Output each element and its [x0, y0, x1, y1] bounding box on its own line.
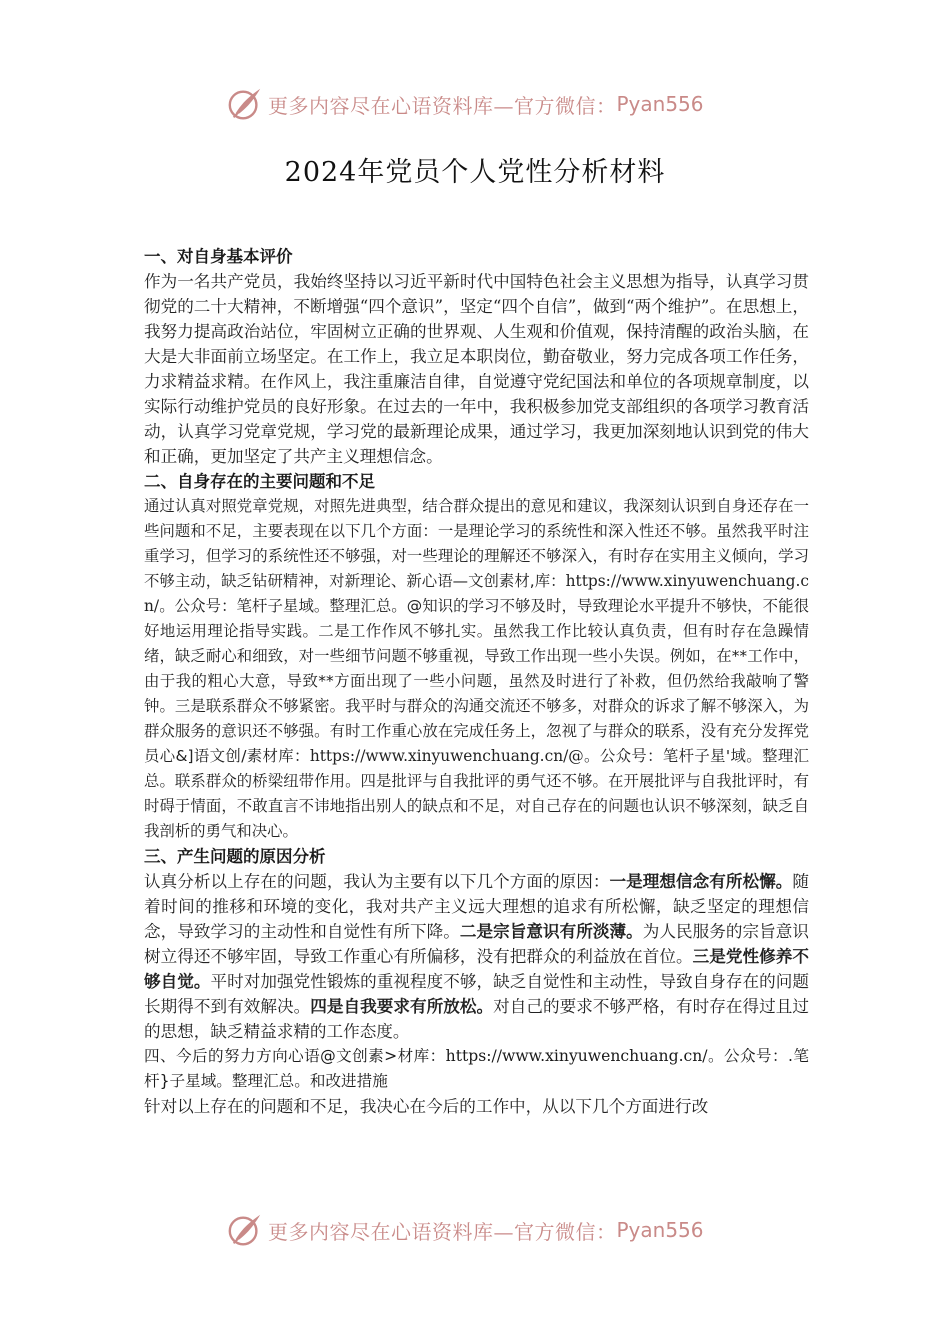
paragraph-text: 对自己的要求不够严格，有时存在得过且过的思想，缺乏精益求精的工作态度。: [144, 997, 810, 1041]
paragraph-text: 随着时间的推移和环境的变化，我对共产主义远大理想的追求有所松懈，缺乏坚定的理想信念，导致学习的主动性和自觉性有所下降。: [144, 872, 810, 941]
banner-text: 更多内容尽在心语资料库—官方微信：: [268, 1219, 617, 1244]
banner-wechat-id: Pyan556: [616, 92, 704, 116]
paragraph-text: 为人民服务的宗旨意识树立得还不够牢固，导致工作重心有所偏移，没有把群众的利益放在首位。: [144, 922, 810, 966]
banner-wechat-id: Pyan556: [616, 1218, 704, 1242]
bold-point: 四是自我要求有所放松。: [310, 997, 494, 1016]
section-paragraph-4: 针对以上存在的问题和不足，我决心在今后的工作中，从以下几个方面进行改: [144, 1097, 709, 1116]
bold-point: 二是宗旨意识有所淡薄。: [459, 922, 643, 941]
bold-point: 三是党性修养不够自觉。: [144, 947, 810, 991]
quill-logo-icon: [226, 85, 264, 123]
paragraph-text: 认真分析以上存在的问题，我认为主要有以下几个方面的原因：: [144, 872, 610, 891]
section-paragraph-2: [144, 494, 809, 844]
header-watermark-banner: [226, 84, 726, 124]
heading-text: 。公众号：.笔杆}子星域。整理汇总。和改进措施: [144, 1047, 809, 1090]
section-heading-1: 一、对自身基本评价: [144, 247, 293, 266]
section-heading-4: [144, 1044, 809, 1094]
banner-text: 更多内容尽在心语资料库—官方微信：: [268, 93, 617, 118]
document-title: 2024年党员个人党性分析材料: [284, 157, 666, 188]
paragraph-text: 。公众号：笔杆子星'域。整理汇总。联系群众的桥梁纽带作用。四是批评与自我批评的勇气还不够。在开展批评与自我批评时，有时碍于情面，不敢直言不讳地指出别人的缺点和不足，对自己存在的问题也认识不够深刻，缺乏自我剖析的勇气和决心。: [144, 747, 809, 840]
section-paragraph-3: [144, 869, 809, 1044]
footer-watermark-banner: [226, 1210, 726, 1250]
paragraph-text: 。公众号：笔杆子星域。整理汇总。@知识的学习不够及时，导致理论水平提升不够快，不能很好地运用理论指导实践。二是工作作风不够扎实。虽然我工作比较认真负责，但有时存在急躁情绪，缺乏耐心和细致，对一些细节问题不够重视，导致工作出现一些小失误。例如，在**工作中，由于我的粗心大意，导致**方面出现了一些小问题，虽然及时进行了补救，但仍然给我敲响了警钟。三是联系群众不够紧密。我平时与群众的沟通交流还不够多，对群众的诉求了解不够深入，为群众服务的意识还不够强。有时工作重心放在完成任务上，忽视了与群众的联系，没有充分发挥党员心&]语文创/素材库：: [144, 597, 809, 765]
paragraph-text: 通过认真对照党章党规，对照先进典型，结合群众提出的意见和建议，我深刻认识到自身还存在一些问题和不足，主要表现在以下几个方面：一是理论学习的系统性和深入性还不够。虽然我平时注重学习，但学习的系统性还不够强，对一些理论的理解还不够深入，有时存在实用主义倾向，学习不够主动，缺乏钻研精神，对新理论、新心语—文创素材,库：: [144, 497, 809, 590]
heading-text: 四、今后的努力方向心语@文创素>材库：: [144, 1047, 446, 1065]
section-heading-2: 二、自身存在的主要问题和不足: [144, 472, 375, 491]
bold-point: 一是理想信念有所松懈。: [609, 872, 793, 891]
document-body: [144, 244, 809, 1119]
url-text: https://www.xinyuwenchuang.cn/: [445, 1047, 708, 1065]
section-heading-3: 三、产生问题的原因分析: [144, 847, 326, 866]
url-text: https://www.xinyuwenchuang.cn/@: [309, 747, 584, 765]
quill-logo-icon: [226, 1211, 264, 1249]
url-text: https://www.xinyuwenchuang.cn/: [144, 572, 809, 615]
paragraph-text: 平时对加强党性锻炼的重视程度不够，缺乏自觉性和主动性，导致自身存在的问题长期得不到有效解决。: [144, 972, 810, 1016]
section-paragraph-1: 作为一名共产党员，我始终坚持以习近平新时代中国特色社会主义思想为指导，认真学习贯彻党的二十大精神，不断增强“四个意识”，坚定“四个自信”，做到“两个维护”。在思想上，我努力提高政治站位，牢固树立正确的世界观、人生观和价值观，保持清醒的政治头脑，在大是大非面前立场坚定。在工作上，我立足本职岗位，勤奋敬业，努力完成各项工作任务，力求精益求精。在作风上，我注重廉洁自律，自觉遵守党纪国法和单位的各项规章制度，以实际行动维护党员的良好形象。在过去的一年中，我积极参加党支部组织的各项学习教育活动，认真学习党章党规，学习党的最新理论成果，通过学习，我更加深刻地认识到党的伟大和正确，更加坚定了共产主义理想信念。: [144, 272, 809, 466]
